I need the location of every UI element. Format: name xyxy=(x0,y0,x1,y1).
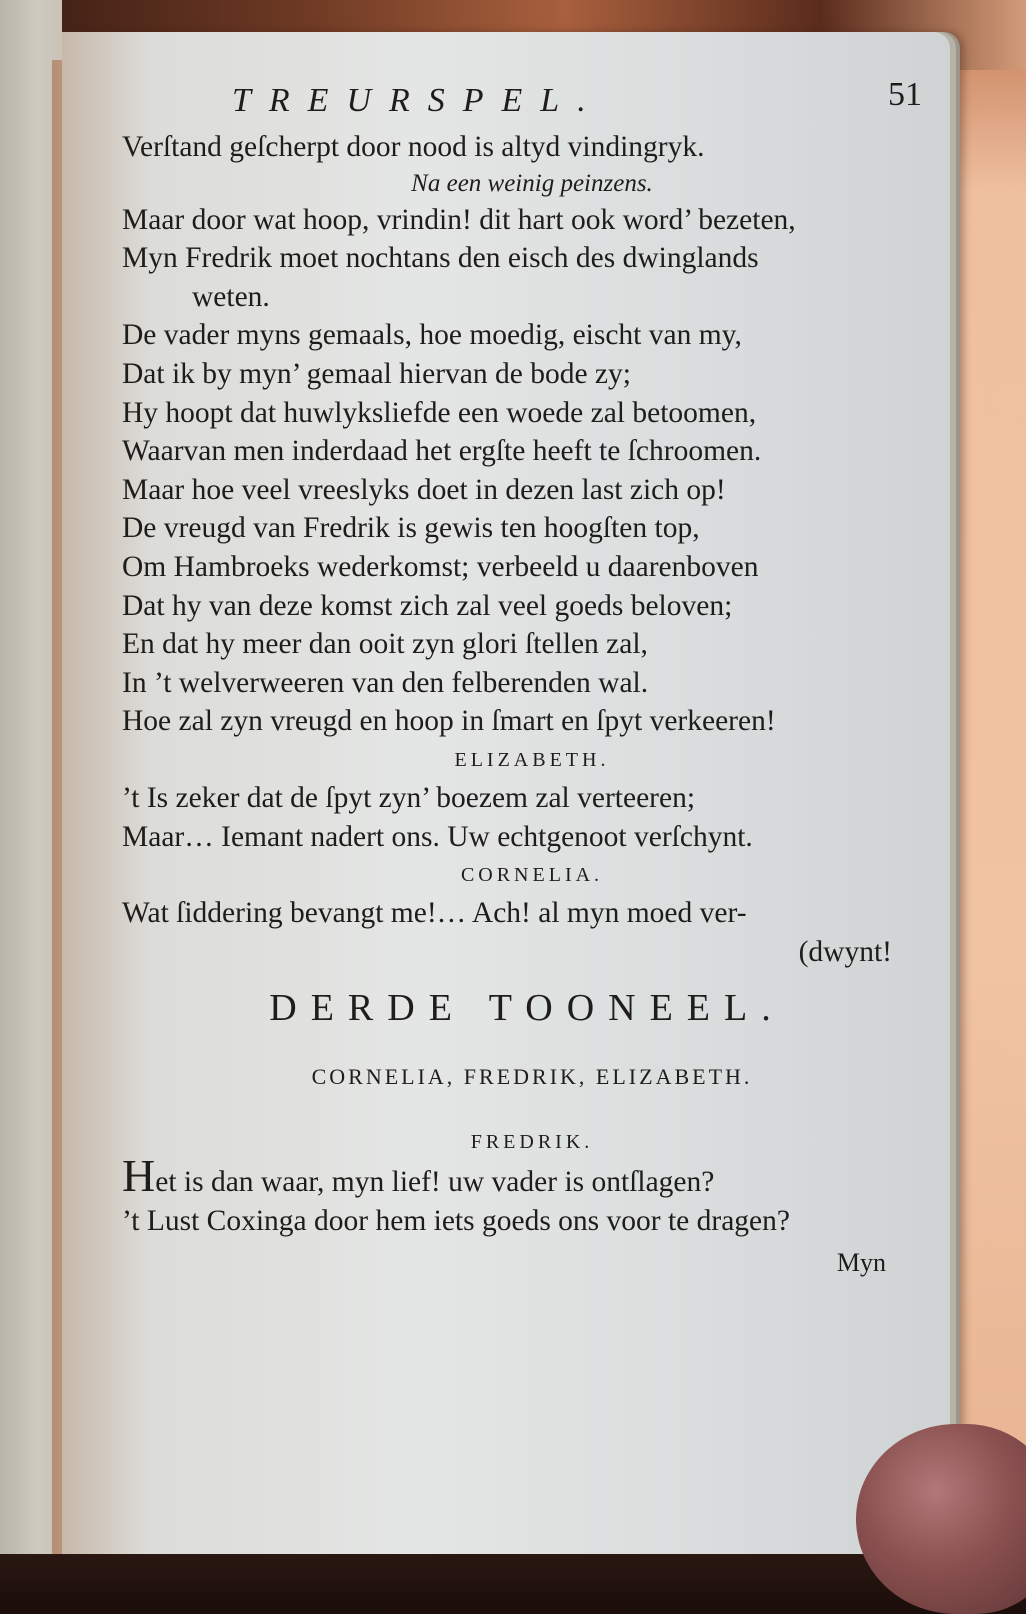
verse-line: Hoe zal zyn vreugd en hoop in ſmart en ſpyt verkeeren! xyxy=(122,705,776,738)
verse-line: Dat hy van deze komst zich zal veel goeds beloven; xyxy=(122,589,733,622)
verse-line: Maar door wat hoop, vrindin! dit hart ook word’ bezeten, xyxy=(122,203,796,236)
verse-line: (dwynt! xyxy=(798,935,892,968)
verse-line: Om Hambroeks wederkomst; verbeeld u daarenboven xyxy=(122,550,759,583)
verse-line: weten. xyxy=(192,280,270,313)
verse-line: Maar hoe veel vreeslyks doet in dezen last zich op! xyxy=(122,473,726,506)
catchword: Myn xyxy=(836,1248,886,1278)
stage-direction: Na een weinig peinzens. xyxy=(411,169,653,197)
speaker-name: FREDRIK. xyxy=(470,1131,594,1154)
running-title: TREURSPEL. xyxy=(232,82,604,119)
scene-cast: CORNELIA, FREDRIK, ELIZABETH. xyxy=(311,1064,753,1090)
verse-line: ’t Lust Coxinga door hem iets goeds ons voor te dragen? xyxy=(122,1204,790,1237)
page-number: 51 xyxy=(888,76,922,113)
scene-title: DERDE TOONEEL. xyxy=(269,987,785,1030)
verse-line: Wat ſiddering bevangt me!… Ach! al myn moed ver- xyxy=(122,897,747,930)
page-content xyxy=(122,76,922,1280)
verse-line: Verſtand geſcherpt door nood is altyd vindingryk. xyxy=(122,131,705,163)
verse-line: De vreugd van Fredrik is gewis ten hoogſten top, xyxy=(122,512,700,545)
verse-block xyxy=(122,128,902,971)
verse-line: De vader myns gemaals, hoe moedig, eischt van my, xyxy=(122,319,742,352)
book-page xyxy=(62,32,950,1562)
speaker-name: CORNELIA. xyxy=(460,864,604,887)
drop-cap: H xyxy=(122,1150,156,1202)
verse-line: En dat hy meer dan ooit zyn glori ſtellen zal, xyxy=(122,628,648,661)
verse-text: et is dan waar, myn lief! uw vader is ontſlagen? xyxy=(155,1166,715,1199)
verse-line: Maar… Iemant nadert ons. Uw echtgenoot verſchynt. xyxy=(122,820,753,853)
verse-line: ’t Is zeker dat de ſpyt zyn’ boezem zal verteeren; xyxy=(122,781,696,814)
verse-line: Waarvan men inderdaad het ergſte heeft te ſchroomen. xyxy=(122,435,762,468)
verse-line: Myn Fredrik moet nochtans den eisch des dwinglands xyxy=(122,242,759,275)
verse-line xyxy=(122,1150,902,1202)
verse-line: Dat ik by myn’ gemaal hiervan de bode zy; xyxy=(122,357,631,390)
verse-line: Hy hoopt dat huwlyksliefde een woede zal betoomen, xyxy=(122,396,757,429)
verse-line: In ’t welverweeren van den felberenden wal. xyxy=(122,666,649,699)
running-head xyxy=(122,76,922,128)
speaker-name: ELIZABETH. xyxy=(454,748,610,771)
